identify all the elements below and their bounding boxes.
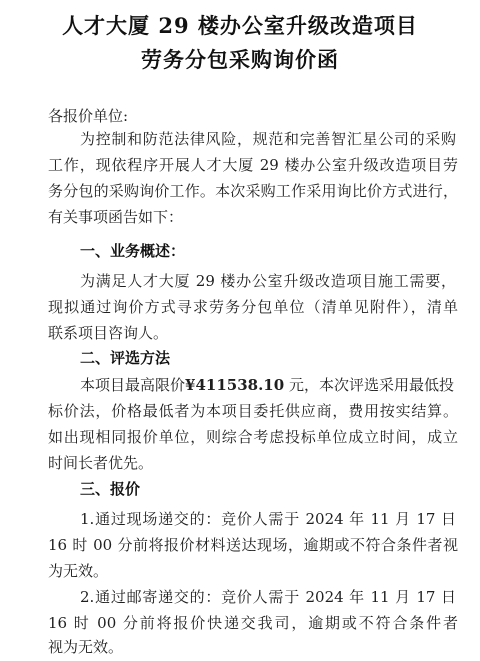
section-2-line-4: 时间长者优先。 — [48, 454, 154, 472]
document-title-line-2: 劳务分包采购询价函 — [141, 47, 339, 72]
section-3-heading: 三、报价 — [80, 480, 141, 498]
section-3-item-1-line-3: 为无效。 — [48, 562, 109, 580]
section-3-item-2-line-3: 视为无效。 — [48, 638, 124, 656]
section-2-line-1 — [80, 376, 456, 395]
section-1-line-3: 联系项目咨询人。 — [48, 324, 169, 342]
intro-line-1: 为控制和防范法律风险，规范和完善智汇星公司的采购 — [80, 130, 456, 148]
section-3-item-1-line-1: 1.通过现场递交的：竞价人需于 2024 年 11 月 17 日 — [80, 510, 456, 528]
section-1-line-1: 为满足人才大厦 29 楼办公室升级改造项目施工需要， — [80, 272, 456, 290]
intro-line-4: 有关事项函告如下： — [48, 208, 184, 226]
salutation: 各报价单位: — [48, 107, 129, 125]
section-1-heading: 一、业务概述： — [80, 242, 186, 260]
section-3-item-2-line-2: 16 时 00 分前将报价快递交我司，逾期或不符合条件者 — [48, 614, 458, 632]
max-price-label: 本项目最高限价 — [80, 376, 186, 394]
section-2-line-2: 标价法，价格最低者为本项目委托供应商，费用按实结算。 — [48, 402, 458, 420]
section-1-line-2: 现拟通过询价方式寻求劳务分包单位（清单见附件），清单 — [48, 298, 458, 316]
section-2-line-3: 如出现相同报价单位，则综合考虑投标单位成立时间，成立 — [48, 428, 458, 446]
section-2-heading: 二、评选方法 — [80, 349, 171, 367]
document-title-line-1: 人才大厦 29 楼办公室升级改造项目 — [62, 13, 418, 38]
max-price-value: ¥411538.10 — [185, 376, 285, 394]
section-3-item-1-line-2: 16 时 00 分前将报价材料送达现场，逾期或不符合条件者视 — [48, 536, 458, 554]
section-3-item-2-line-1: 2.通过邮寄递交的：竞价人需于 2024 年 11 月 17 日 — [80, 588, 456, 606]
intro-line-2: 工作，现依程序开展人才大厦 29 楼办公室升级改造项目劳 — [48, 156, 458, 174]
intro-line-3: 务分包的采购询价工作。本次采购工作采用询比价方式进行， — [48, 182, 458, 200]
max-price-suffix: 元，本次评选采用最低投 — [284, 376, 454, 394]
